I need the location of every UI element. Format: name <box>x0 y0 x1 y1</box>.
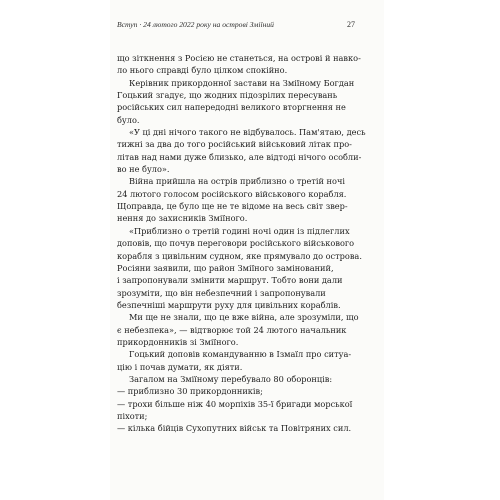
text-line: — трохи більше ніж 40 морпіхів 35-ї бригади морської <box>117 398 353 409</box>
text-line: — приблизно 30 прикордонників; <box>117 386 263 397</box>
text-line: зрозуміти, що він небезпечний і запропонували <box>117 287 326 298</box>
text-line: було. <box>117 114 140 125</box>
text-line: «Приблизно о третій годині ночі один із підлеглих <box>129 225 350 236</box>
text-line: 24 лютого голосом російського військового корабля. <box>117 188 347 199</box>
body-text <box>117 52 369 435</box>
text-line: безпечніші маршрути руху для цивільних кораблів. <box>117 299 341 310</box>
text-line: Ми ще не знали, що це вже війна, але зрозуміли, що <box>129 312 359 323</box>
text-line: ло нього справді було цілком спокійно. <box>117 65 288 76</box>
text-line: Війна прийшла на острів приблизно о третій ночі <box>129 176 345 187</box>
text-line: Гоцький згадує, що жодних підозрілих пересувань <box>117 90 338 101</box>
text-line: тижні за два до того російський військовий літак про- <box>117 139 352 150</box>
text-line: — кілька бійців Сухопутних військ та Повітряних сил. <box>117 423 352 434</box>
text-line: Загалом на Зміїному перебувало 80 оборонців: <box>129 373 333 384</box>
text-line: прикордонників зі Зміїного. <box>117 336 239 347</box>
text-line: корабля з цивільним судном, яке прямувало до острова. <box>117 250 362 261</box>
text-line: нення до захисників Зміїного. <box>117 213 248 224</box>
text-line: літав над нами дуже близько, але відтоді нічого особли- <box>117 151 362 162</box>
text-line: є небезпека», — відтворює той 24 лютого начальник <box>117 324 347 335</box>
running-head: Вступ · 24 лютого 2022 року на острові Зміїний <box>117 20 274 29</box>
text-line: Гоцький доповів командуванню в Ізмаїл про ситуа- <box>129 349 352 360</box>
text-line: що зіткнення з Росією не станеться, на острові й навко- <box>117 53 361 63</box>
text-line: Щоправда, це було ще не те відоме на весь світ звер- <box>117 201 348 212</box>
text-line: Керівник прикордонної застави на Зміїному Богдан <box>129 77 355 88</box>
text-line: цію і почав думати, як діяти. <box>117 361 243 372</box>
text-line: піхоти; <box>117 410 148 421</box>
text-line: Росіяни заявили, що район Зміїного замінований, <box>117 262 334 273</box>
text-line: «У ці дні нічого такого не відбувалось. Пам'ятаю, десь <box>129 127 366 138</box>
text-line: во не було». <box>117 164 170 175</box>
text-line: доповів, що почув переговори російського військового <box>117 238 355 249</box>
text-line: і запропонували змінити маршрут. Тобто вони дали <box>117 275 343 286</box>
text-line: російських сил напередодні великого вторгнення не <box>117 102 346 113</box>
page-number: 27 <box>347 20 355 29</box>
